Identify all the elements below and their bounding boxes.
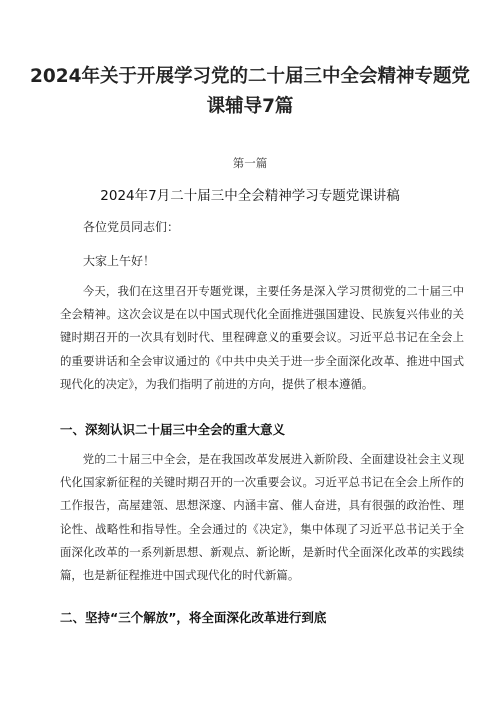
section-heading-2: 二、坚持“三个解放”，将全面深化改革进行到底 [60, 610, 327, 625]
salutation: 各位党员同志们： [83, 220, 180, 234]
section-label: 第一篇 [232, 156, 268, 170]
article-title: 2024年7月二十届三中全会精神学习专题党课讲稿 [100, 188, 400, 204]
document-title: 2024年关于开展学习党的二十届三中全会精神专题党课辅导7篇 [30, 66, 470, 117]
greeting: 大家上午好！ [83, 254, 156, 268]
section-heading-1: 一、深刻认识二十届三中全会的重大意义 [60, 422, 286, 437]
paragraph-intro: 今天，我们在这里召开专题党课，主要任务是深入学习贯彻党的二十届三中全会精神。这次会议是在以中国式现代化全面推进强国建设、民族复兴伟业的关键时期召开的一次具有划时代、里程碑意义的重要会议。习近平总书记在全会上的重要讲话和全会审议通过的《中共中央关于进一步全面深化改革、推进中国式现代化的决定》，为我们指明了前进的方向，提供了根本遵循。 [60, 284, 464, 391]
paragraph-significance: 党的二十届三中全会，是在我国改革发展进入新阶段、全面建设社会主义现代化国家新征程的关键时期召开的一次重要会议。习近平总书记在全会上所作的工作报告，高屋建瓴、思想深邃、内涵丰富、催人奋进，具有很强的政治性、理论性、战略性和指导性。全会通过的《决定》，集中体现了习近平总书记关于全面深化改革的一系列新思想、新观点、新论断，是新时代全面深化改革的实践续篇，也是新征程推进中国式现代化的时代新篇。 [60, 452, 464, 583]
